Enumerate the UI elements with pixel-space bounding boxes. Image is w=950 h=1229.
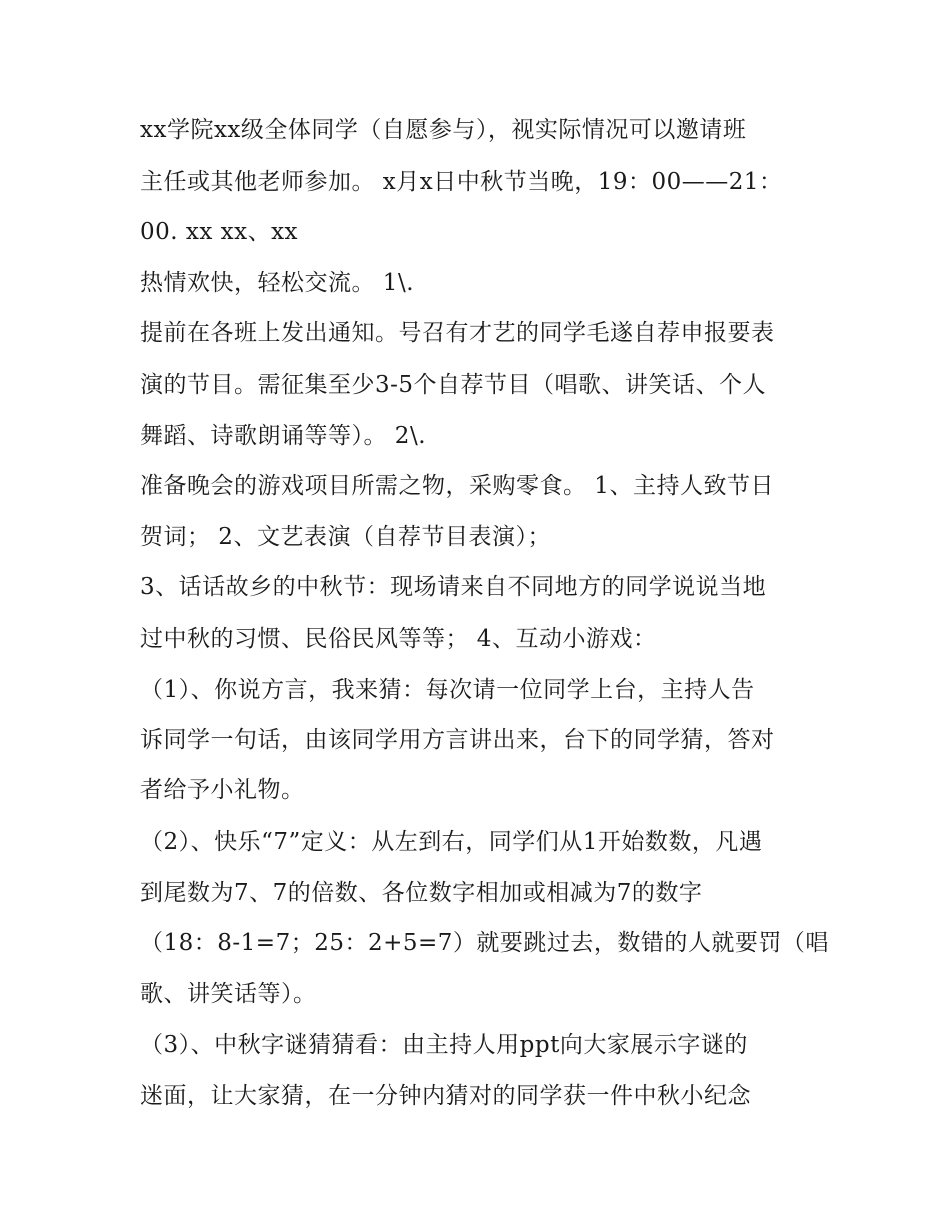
text-line: 到尾数为7、7的倍数、各位数字相加或相减为7的数字 xyxy=(140,880,703,906)
text-line: xx学院xx级全体同学（自愿参与），视实际情况可以邀请班 xyxy=(140,117,747,143)
text-line: 者给予小礼物。 xyxy=(140,777,305,803)
text-line: 提前在各班上发出通知。号召有才艺的同学毛遂自荐申报要表 xyxy=(140,320,775,346)
text-line: 迷面，让大家猜，在一分钟内猜对的同学获一件中秋小纪念 xyxy=(140,1083,751,1109)
text-line: 舞蹈、诗歌朗诵等等）。 2\. xyxy=(140,423,427,449)
text-line: 过中秋的习惯、民俗民风等等； 4、互动小游戏： xyxy=(140,626,657,652)
text-line: 演的节目。需征集至少3-5个自荐节目（唱歌、讲笑话、个人 xyxy=(140,372,767,398)
text-line: 准备晚会的游戏项目所需之物，采购零食。 1、主持人致节日 xyxy=(140,473,774,499)
text-line: 00. xx xx、xx xyxy=(140,219,299,245)
text-line: （1）、你说方言，我来猜：每次请一位同学上台，主持人告 xyxy=(140,677,755,703)
text-line: （18：8-1=7；25：2+5=7）就要跳过去，数错的人就要罚（唱 xyxy=(140,930,829,956)
text-line: 贺词； 2、文艺表演（自荐节目表演）； xyxy=(140,524,551,550)
text-line: 诉同学一句话，由该同学用方言讲出来，台下的同学猜，答对 xyxy=(140,727,775,753)
text-line: 主任或其他老师参加。 x月x日中秋节当晚，19：00——21： xyxy=(140,169,783,195)
text-line: （2）、快乐“7”定义：从左到右，同学们从1开始数数，凡遇 xyxy=(140,829,763,855)
text-line: 3、话话故乡的中秋节：现场请来自不同地方的同学说说当地 xyxy=(140,574,767,600)
text-line: 热情欢快，轻松交流。 1\. xyxy=(140,270,415,296)
text-line: 歌、讲笑话等）。 xyxy=(140,981,317,1007)
text-line: （3）、中秋字谜猜猜看：由主持人用ppt向大家展示字谜的 xyxy=(140,1032,748,1058)
